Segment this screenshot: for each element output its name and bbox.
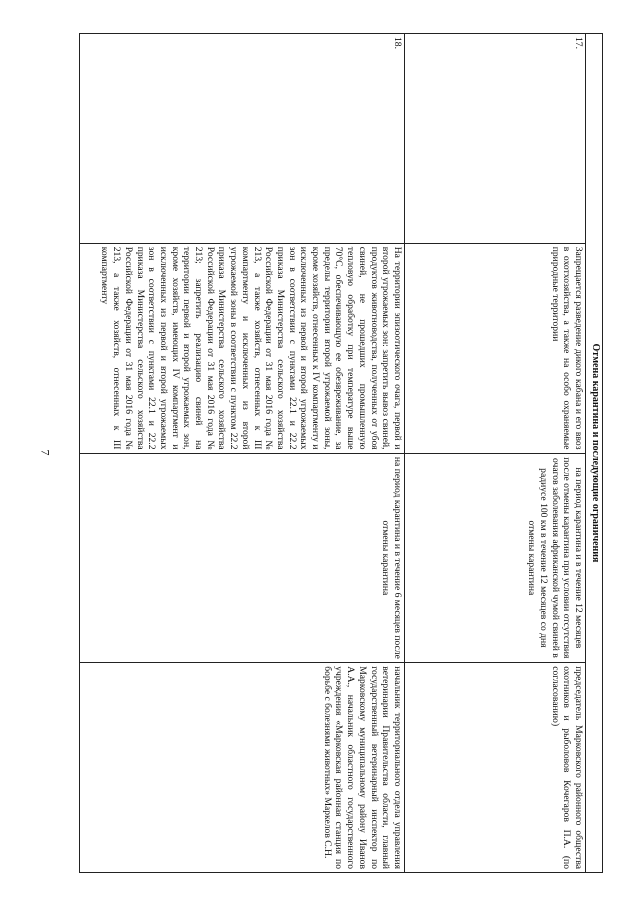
table-row <box>80 34 405 873</box>
table-row <box>405 34 586 873</box>
section-header-row <box>586 34 603 873</box>
term-text: на период карантина и в течение 12 месяцев после отмены карантина при условии отсутствия очагов заболевания африканской чумой свиней в радиусе 100 км в течение 12 месяцев со дня отмены карантина <box>405 453 586 663</box>
responsible-text: начальник территориального отдела управления ветеринарии Правительства области, главный государственный ветеринарный инспектор по Марковскому муниципальному району Иванов А.А., начальник областного государственного учреждения «Марковская районная станция по борьбе с болезнями животных» Маркелов С.Н. <box>80 663 405 873</box>
section-title: Отмена карантина и последующие ограничения <box>586 34 603 873</box>
measures-table <box>79 33 603 873</box>
document-table-sheet <box>87 33 603 873</box>
measure-text: На территории эпизоотического очага, первой и второй угрожаемых зон: запретить вывоз свиней, продуктов животноводства, полученных от убоя свиней, не прошедших промышленную тепловую обработку при температуре выше 70°С, обеспечивающую ее обезвреживание, за пределы территории второй угрожаемой зоны, кроме хозяйств, отнесенных к IV компартменту и исключенных из первой и второй угрожаемых зон в соответствии с пунктами 22.1 и 22.2 приказа Министерства сельского хозяйства Российской Федерации от 31 мая 2016 года № 213, а также хозяйств, отнесенных к III компартменту и исключенных из второй угрожаемой зоны в соответствии с пунктом 22.2 приказа Министерства сельского хозяйства Российской Федерации от 31 мая 2016 года № 213; запретить реализацию свиней на территории первой и второй угрожаемых зон, кроме хозяйств, имеющих IV компартмент и исключенных из первой и второй угрожаемых зон в соответствии с пунктами 22.1 и 22.2 приказа Министерства сельского хозяйства Российской Федерации от 31 мая 2016 года № 213, а также хозяйств, отнесенных к III компартменту <box>80 243 405 453</box>
row-number: 17. <box>405 34 586 244</box>
row-number: 18. <box>80 34 405 244</box>
measure-text: Запрещается разведение дикого кабана и его ввоз в охотхозяйства, а также на особо охраняемые природные территории <box>405 243 586 453</box>
responsible-text: председатель Марковского районного общества охотников и рыболовов Кочегаров П.А. (по согласованию) <box>405 663 586 873</box>
term-text: на период карантина и в течение 6 месяцев после отмены карантина <box>80 453 405 663</box>
page-number: 7 <box>38 449 53 456</box>
